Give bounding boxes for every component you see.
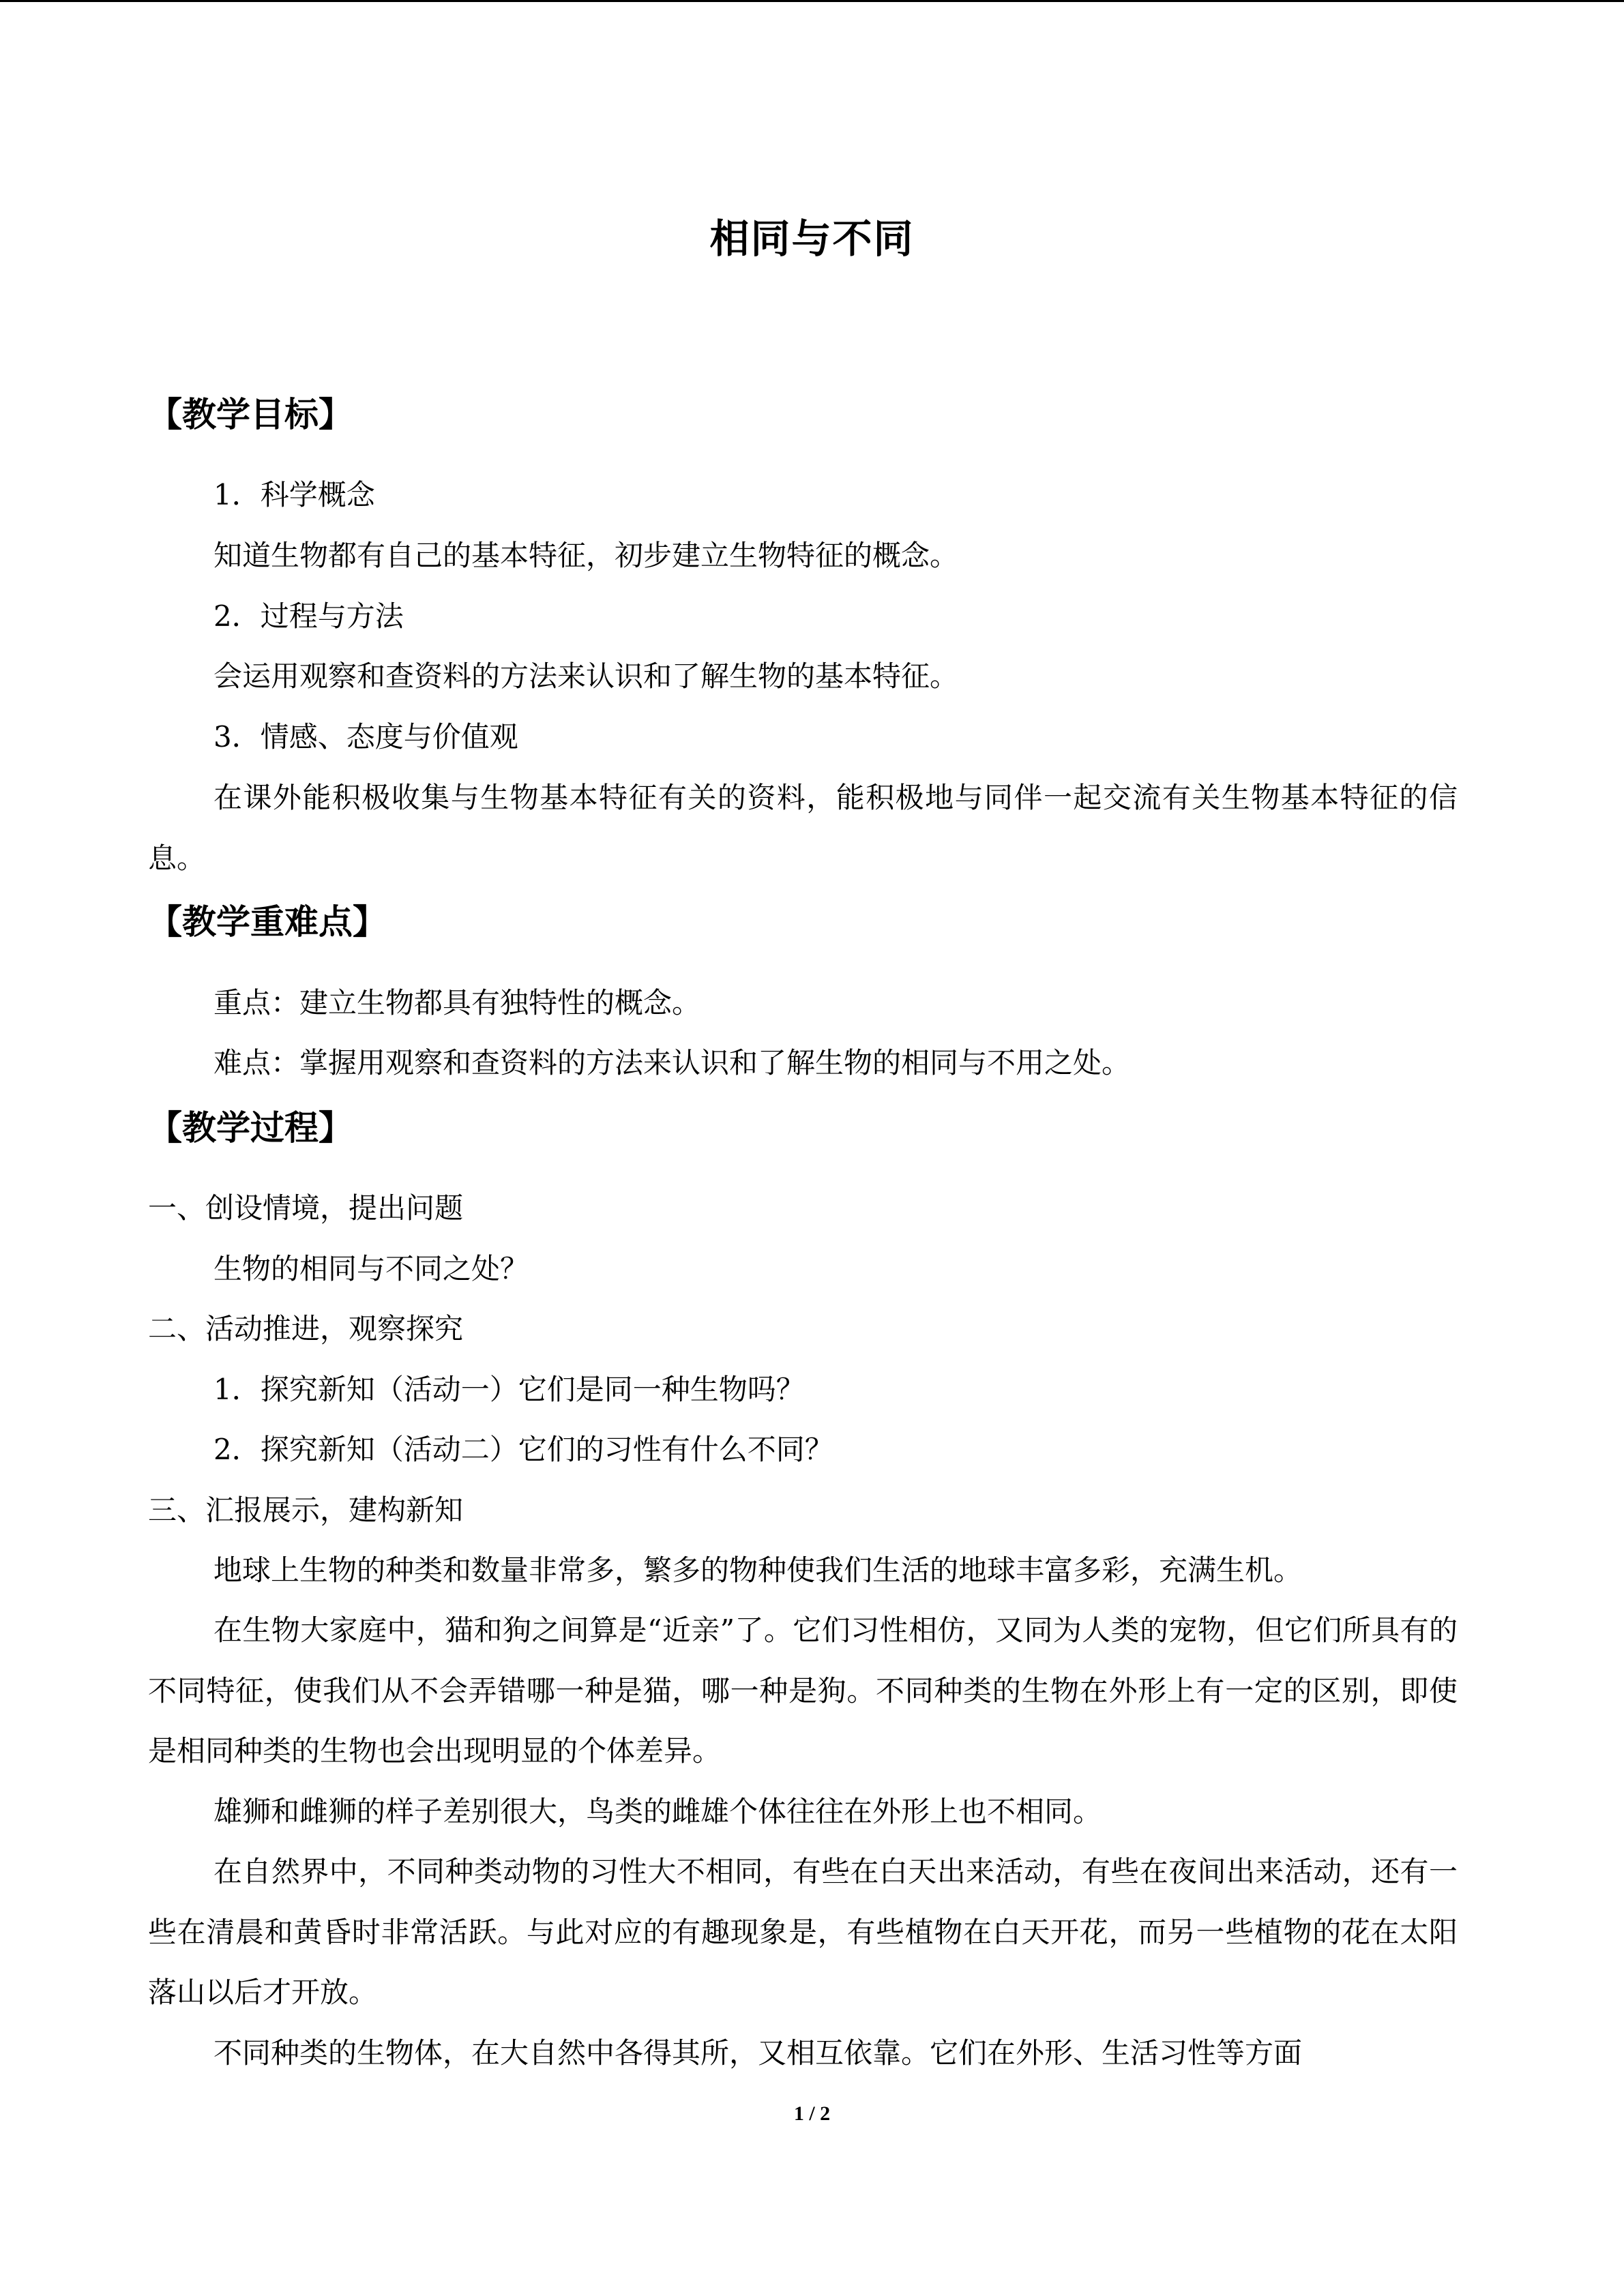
step-1-text: 生物的相同与不同之处？ <box>213 1252 529 1285</box>
step-1-title: 一、创设情境，提出问题 <box>148 1191 464 1225</box>
paragraph: 在自然界中，不同种类动物的习性大不相同，有些在白天出来活动，有些在夜间出来活动，还有一些在清晨和黄昏时非常活跃。与此对应的有趣现象是，有些植物在白天开花，而另一些植物的花在太阳落山以后才开放。 <box>148 1855 1458 2009</box>
heading-key-points: 【教学重难点】 <box>148 902 387 942</box>
goal-2-text: 会运用观察和查资料的方法来认识和了解生物的基本特征。 <box>213 659 959 693</box>
top-border-line <box>0 0 1624 2</box>
step-2-item-2: 2．探究新知（活动二）它们的习性有什么不同？ <box>213 1433 833 1466</box>
paragraph: 雄狮和雌狮的样子差别很大，鸟类的雌雄个体往往在外形上也不相同。 <box>213 1795 1102 1828</box>
goal-3-text: 在课外能积极收集与生物基本特征有关的资料，能积极地与同伴一起交流有关生物基本特征的信息。 <box>148 781 1458 875</box>
heading-teaching-goals: 【教学目标】 <box>148 395 353 434</box>
heading-teaching-process: 【教学过程】 <box>148 1108 353 1148</box>
step-3-title: 三、汇报展示，建构新知 <box>148 1493 464 1527</box>
step-2-title: 二、活动推进，观察探究 <box>148 1312 464 1345</box>
goal-2-title: 2．过程与方法 <box>213 599 404 633</box>
goal-1-text: 知道生物都有自己的基本特征，初步建立生物特征的概念。 <box>213 539 959 572</box>
page-number: 1 / 2 <box>793 2102 831 2125</box>
document-title: 相同与不同 <box>709 215 915 262</box>
goal-1-title: 1．科学概念 <box>213 478 375 511</box>
paragraph: 在生物大家庭中，猫和狗之间算是“近亲”了。它们习性相仿，又同为人类的宠物，但它们所具有的不同特征，使我们从不会弄错哪一种是猫，哪一种是狗。不同种类的生物在外形上有一定的区别，即使是相同种类的生物也会出现明显的个体差异。 <box>148 1613 1458 1768</box>
paragraph: 地球上生物的种类和数量非常多，繁多的物种使我们生活的地球丰富多彩，充满生机。 <box>213 1553 1303 1587</box>
difficult-point-text: 难点：掌握用观察和查资料的方法来认识和了解生物的相同与不用之处。 <box>213 1046 1131 1079</box>
step-2-item-1: 1．探究新知（活动一）它们是同一种生物吗？ <box>213 1373 805 1406</box>
goal-3-title: 3．情感、态度与价值观 <box>213 720 518 754</box>
key-point-text: 重点：建立生物都具有独特性的概念。 <box>213 986 701 1019</box>
paragraph: 不同种类的生物体，在大自然中各得其所，又相互依靠。它们在外形、生活习性等方面 <box>213 2036 1303 2070</box>
